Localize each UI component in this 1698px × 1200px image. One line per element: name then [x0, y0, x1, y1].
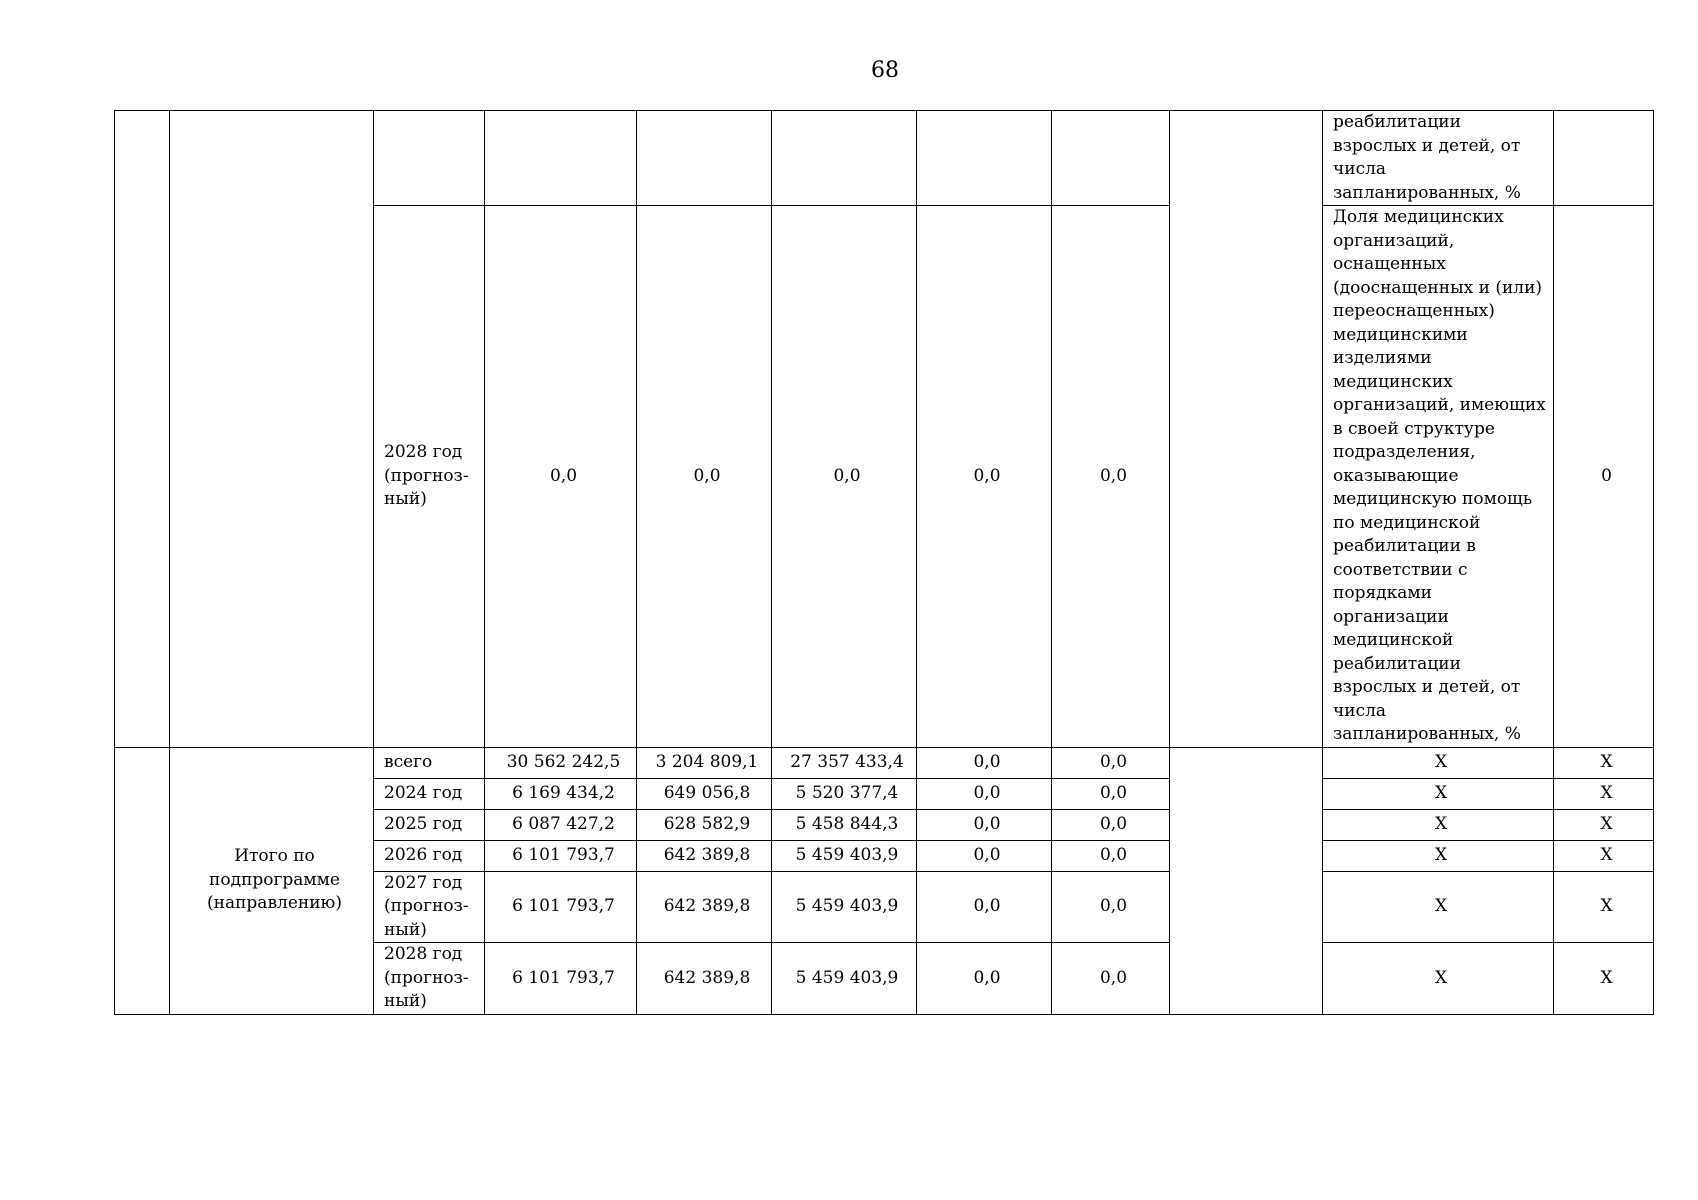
table-row — [115, 111, 1654, 206]
local-budget-cell: 0,0 — [917, 943, 1052, 1015]
indicator-value-cell: Х — [1554, 840, 1654, 871]
local-budget-cell: 0,0 — [917, 871, 1052, 943]
total-cell: 6 087 427,2 — [485, 809, 637, 840]
regional-budget-cell — [772, 111, 917, 206]
page-number: 68 — [871, 58, 899, 83]
total-cell: 6 101 793,7 — [485, 943, 637, 1015]
executor-cell — [1170, 747, 1323, 1014]
federal-budget-cell: 3 204 809,1 — [637, 747, 772, 778]
indicator-name-cell: Доля медицинских организаций, оснащенных (дооснащенных и (или) переоснащенных) медицинскими изделиями медицинских организаций, имеющих в своей структуре подразделения, оказывающие медицинскую помощь по медицинской реабилитации в соответствии с порядками организации медицинской реабилитации взрослых и детей, от числа запланированных, % — [1323, 206, 1554, 748]
period-cell: 2028 год (прогноз-ный) — [374, 943, 485, 1015]
indicator-value-cell: 0 — [1554, 206, 1654, 748]
other-sources-cell: 0,0 — [1052, 778, 1170, 809]
local-budget-cell: 0,0 — [917, 206, 1052, 748]
regional-budget-cell: 0,0 — [772, 206, 917, 748]
total-cell: 6 169 434,2 — [485, 778, 637, 809]
local-budget-cell: 0,0 — [917, 840, 1052, 871]
other-sources-cell: 0,0 — [1052, 871, 1170, 943]
summary-row — [115, 747, 1654, 778]
summary-label: Итого по подпрограмме (направлению) — [170, 747, 374, 1014]
regional-budget-cell: 5 458 844,3 — [772, 809, 917, 840]
indicator-value-cell: Х — [1554, 871, 1654, 943]
total-cell: 6 101 793,7 — [485, 840, 637, 871]
total-cell: 30 562 242,5 — [485, 747, 637, 778]
indicator-name-cell: Х — [1323, 809, 1554, 840]
total-cell: 6 101 793,7 — [485, 871, 637, 943]
total-cell: 0,0 — [485, 206, 637, 748]
regional-budget-cell: 5 459 403,9 — [772, 840, 917, 871]
period-cell: 2027 год (прогноз-ный) — [374, 871, 485, 943]
indicator-name-cell: Х — [1323, 840, 1554, 871]
indicator-name-cell: Х — [1323, 747, 1554, 778]
regional-budget-cell: 5 520 377,4 — [772, 778, 917, 809]
indicator-value-cell: Х — [1554, 747, 1654, 778]
other-sources-cell: 0,0 — [1052, 809, 1170, 840]
local-budget-cell: 0,0 — [917, 747, 1052, 778]
regional-budget-cell: 5 459 403,9 — [772, 943, 917, 1015]
local-budget-cell — [917, 111, 1052, 206]
period-cell: 2028 год (прогноз-ный) — [374, 206, 485, 748]
indicator-name-cell: Х — [1323, 943, 1554, 1015]
other-sources-cell: 0,0 — [1052, 206, 1170, 748]
other-sources-cell — [1052, 111, 1170, 206]
local-budget-cell: 0,0 — [917, 778, 1052, 809]
local-budget-cell: 0,0 — [917, 809, 1052, 840]
regional-budget-cell: 27 357 433,4 — [772, 747, 917, 778]
indicator-value-cell: Х — [1554, 809, 1654, 840]
program-funding-table — [114, 110, 1654, 1015]
federal-budget-cell: 642 389,8 — [637, 840, 772, 871]
other-sources-cell: 0,0 — [1052, 943, 1170, 1015]
federal-budget-cell: 642 389,8 — [637, 871, 772, 943]
regional-budget-cell: 5 459 403,9 — [772, 871, 917, 943]
federal-budget-cell: 649 056,8 — [637, 778, 772, 809]
period-cell: 2024 год — [374, 778, 485, 809]
federal-budget-cell: 0,0 — [637, 206, 772, 748]
indicator-name-cell: реабилитации взрослых и детей, от числа запланированных, % — [1323, 111, 1554, 206]
period-cell: 2026 год — [374, 840, 485, 871]
indicator-value-cell — [1554, 111, 1654, 206]
number-cell — [115, 747, 170, 1014]
federal-budget-cell: 628 582,9 — [637, 809, 772, 840]
other-sources-cell: 0,0 — [1052, 840, 1170, 871]
indicator-value-cell: Х — [1554, 943, 1654, 1015]
period-cell: всего — [374, 747, 485, 778]
period-cell — [374, 111, 485, 206]
total-cell — [485, 111, 637, 206]
indicator-value-cell: Х — [1554, 778, 1654, 809]
federal-budget-cell — [637, 111, 772, 206]
indicator-name-cell: Х — [1323, 871, 1554, 943]
other-sources-cell: 0,0 — [1052, 747, 1170, 778]
indicator-name-cell: Х — [1323, 778, 1554, 809]
number-cell — [115, 111, 170, 748]
period-cell: 2025 год — [374, 809, 485, 840]
federal-budget-cell: 642 389,8 — [637, 943, 772, 1015]
executor-cell — [1170, 111, 1323, 748]
event-name-cell — [170, 111, 374, 748]
